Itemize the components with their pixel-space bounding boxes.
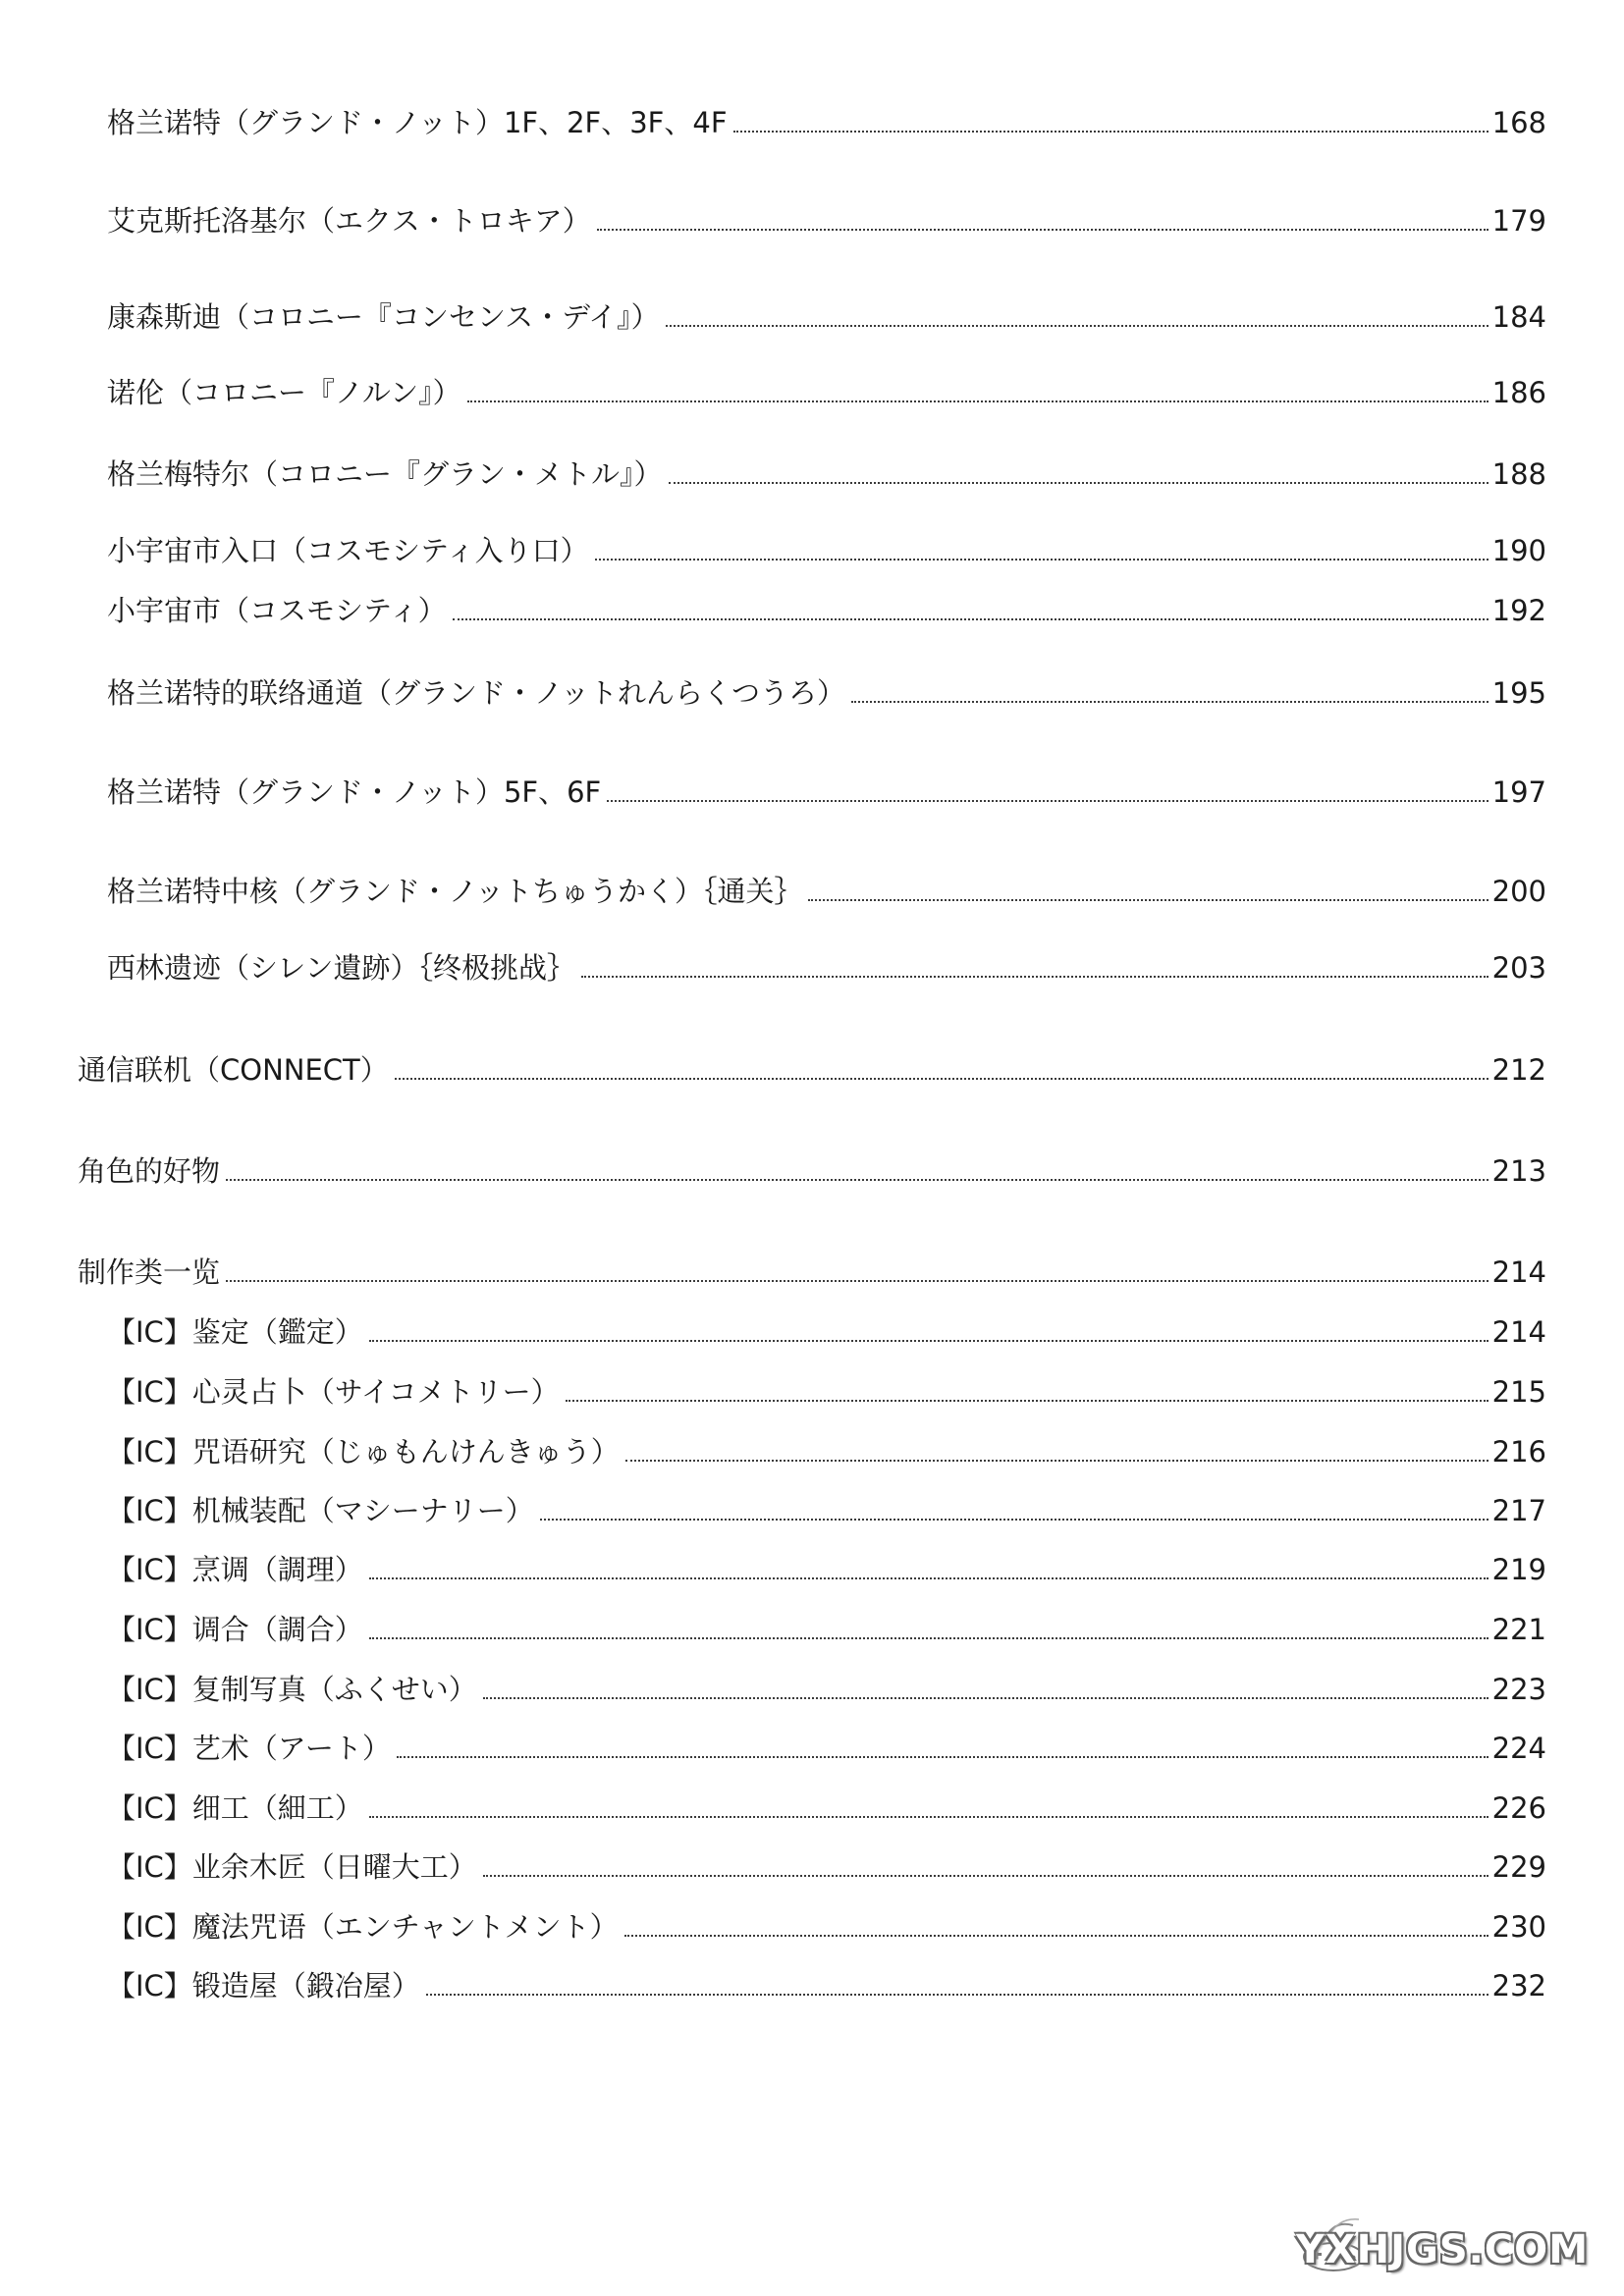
toc-entry[interactable] <box>107 456 1546 492</box>
dot-leader <box>540 1519 1489 1521</box>
dot-leader <box>483 1697 1489 1699</box>
toc-entry-page: 216 <box>1491 1435 1546 1468</box>
toc-entry-page: 200 <box>1491 875 1546 908</box>
toc-entry[interactable] <box>107 675 1546 711</box>
dot-leader <box>453 618 1489 620</box>
toc-entry-title: 西林遗迹（シレン遺跡）｛终极挑战｝ <box>107 951 576 985</box>
dot-leader <box>808 899 1488 901</box>
toc-entry-page: 184 <box>1491 300 1546 334</box>
toc-entry[interactable] <box>107 1849 1546 1885</box>
toc-entry-title: 【IC】锻造屋（鍛冶屋） <box>107 1969 420 2002</box>
toc-entry-page: 215 <box>1491 1375 1546 1409</box>
toc-entry[interactable] <box>107 1790 1546 1826</box>
toc-entry-page: 229 <box>1491 1850 1546 1884</box>
toc-entry[interactable] <box>107 874 1546 909</box>
toc-entry[interactable] <box>107 1434 1546 1469</box>
dot-leader <box>397 1756 1489 1758</box>
dot-leader <box>566 1400 1489 1402</box>
toc-entry-page: 223 <box>1491 1673 1546 1706</box>
toc-entry-title: 格兰诺特中核（グランド・ノットちゅうかく）｛通关｝ <box>107 875 803 908</box>
toc-entry-title: 【IC】机械装配（マシーナリー） <box>107 1494 534 1527</box>
toc-entry[interactable] <box>107 1314 1546 1350</box>
toc-entry-title: 【IC】咒语研究（じゅもんけんきゅう） <box>107 1435 620 1468</box>
toc-entry-page: 212 <box>1491 1053 1546 1087</box>
dot-leader <box>483 1875 1489 1877</box>
toc-entry-page: 192 <box>1491 594 1546 627</box>
toc-entry-title: 角色的好物 <box>78 1154 221 1188</box>
toc-entry-title: 格兰诺特（グランド・ノット）1F、2F、3F、4F <box>107 106 728 139</box>
toc-entry-page: 179 <box>1491 204 1546 238</box>
toc-entry-title: 【IC】复制写真（ふくせい） <box>107 1673 477 1706</box>
dot-leader <box>581 976 1489 978</box>
toc-entry-title: 【IC】魔法咒语（エンチャントメント） <box>107 1910 619 1944</box>
toc-entry-title: 【IC】调合（調合） <box>107 1613 363 1646</box>
toc-entry-page: 224 <box>1491 1732 1546 1765</box>
toc-entry[interactable] <box>107 1612 1546 1647</box>
dot-leader <box>669 482 1489 484</box>
toc-entry[interactable] <box>107 950 1546 986</box>
toc-entry-page: 217 <box>1491 1494 1546 1527</box>
dot-leader <box>226 1280 1489 1282</box>
watermark-text: YXHJGS.COM <box>1295 2227 1589 2272</box>
toc-entry-title: 【IC】鉴定（鑑定） <box>107 1315 363 1349</box>
toc-entry-title: 小宇宙市（コスモシティ） <box>107 594 447 627</box>
toc-entry-page: 168 <box>1491 106 1546 139</box>
toc-entry[interactable] <box>107 1968 1546 2003</box>
dot-leader <box>733 131 1489 133</box>
toc-entry-page: 214 <box>1491 1255 1546 1289</box>
dot-leader <box>395 1078 1489 1080</box>
toc-entry-title: 【IC】烹调（調理） <box>107 1553 363 1586</box>
dot-leader <box>666 325 1489 327</box>
toc-entry-title: 诺伦（コロニー『ノルン』） <box>107 376 461 409</box>
toc-entry-page: 221 <box>1491 1613 1546 1646</box>
toc-entry-title: 格兰诺特的联络通道（グランド・ノットれんらくつうろ） <box>107 676 845 710</box>
toc-entry[interactable] <box>107 375 1546 410</box>
toc-entry[interactable] <box>107 1672 1546 1707</box>
toc-entry-page: 213 <box>1491 1154 1546 1188</box>
toc-entry-page: 190 <box>1491 534 1546 567</box>
toc-entry[interactable] <box>107 593 1546 628</box>
dot-leader <box>226 1179 1489 1181</box>
toc-entry-title: 艾克斯托洛基尔（エクス・トロキア） <box>107 204 591 238</box>
toc-entry-title: 格兰梅特尔（コロニー『グラン・メトル』） <box>107 457 663 491</box>
toc-entry-page: 214 <box>1491 1315 1546 1349</box>
toc-entry[interactable] <box>107 533 1546 568</box>
toc-entry-title: 制作类一览 <box>78 1255 221 1289</box>
toc-entry-page: 230 <box>1491 1910 1546 1944</box>
toc-entry[interactable] <box>107 203 1546 239</box>
toc-entry-title: 格兰诺特（グランド・ノット）5F、6F <box>107 775 602 809</box>
toc-entry-page: 226 <box>1491 1791 1546 1825</box>
dot-leader <box>597 229 1489 231</box>
toc-entry-page: 203 <box>1491 951 1546 985</box>
toc-entry-page: 195 <box>1491 676 1546 710</box>
toc-entry-title: 【IC】业余木匠（日曜大工） <box>107 1850 477 1884</box>
toc-entry-title: 【IC】心灵占卜（サイコメトリー） <box>107 1375 560 1409</box>
toc-entry[interactable] <box>107 1493 1546 1528</box>
dot-leader <box>625 1460 1489 1462</box>
toc-entry[interactable] <box>107 1374 1546 1410</box>
toc-entry-page: 232 <box>1491 1969 1546 2002</box>
toc-entry[interactable] <box>107 1731 1546 1766</box>
toc-entry-page: 219 <box>1491 1553 1546 1586</box>
toc-entry[interactable] <box>78 1052 1546 1088</box>
dot-leader <box>595 559 1489 561</box>
dot-leader <box>369 1340 1489 1342</box>
toc-entry-title: 康森斯迪（コロニー『コンセンス・デイ』） <box>107 300 660 334</box>
dot-leader <box>426 1994 1489 1996</box>
dot-leader <box>369 1816 1489 1818</box>
toc-entry-title: 通信联机（CONNECT） <box>78 1053 389 1087</box>
toc-entry[interactable] <box>78 1255 1546 1290</box>
toc-entry-page: 197 <box>1491 775 1546 809</box>
toc-entry[interactable] <box>107 299 1546 335</box>
dot-leader <box>851 701 1489 703</box>
toc-entry[interactable] <box>78 1153 1546 1189</box>
dot-leader <box>467 400 1489 402</box>
toc-entry[interactable] <box>107 1909 1546 1945</box>
toc-entry[interactable] <box>107 1552 1546 1587</box>
toc-entry[interactable] <box>107 774 1546 810</box>
dot-leader <box>624 1935 1489 1937</box>
toc-entry[interactable] <box>107 105 1546 140</box>
toc-entry-title: 【IC】细工（細工） <box>107 1791 363 1825</box>
watermark <box>1294 2210 1589 2278</box>
toc-entry-page: 186 <box>1491 376 1546 409</box>
toc-entry-title: 【IC】艺术（アート） <box>107 1732 391 1765</box>
dot-leader <box>369 1577 1489 1579</box>
dot-leader <box>607 800 1488 802</box>
toc-entry-page: 188 <box>1491 457 1546 491</box>
dot-leader <box>369 1637 1489 1639</box>
toc-entry-title: 小宇宙市入口（コスモシティ入り口） <box>107 534 589 567</box>
